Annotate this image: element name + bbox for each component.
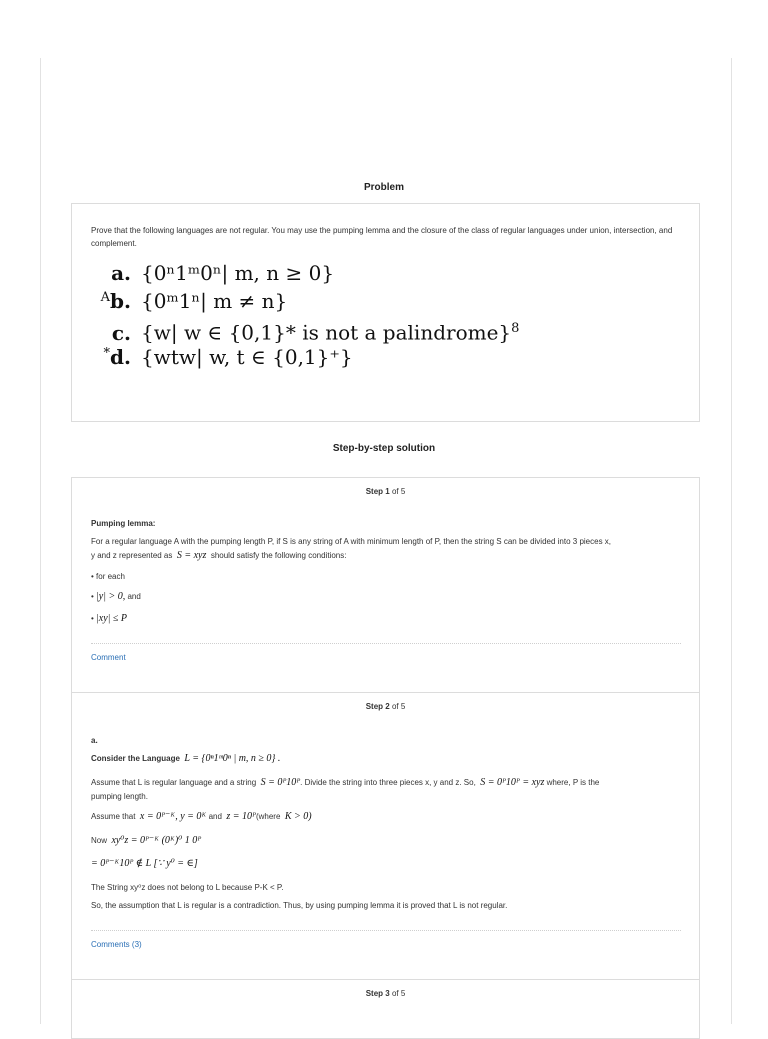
- problem-item-c: c. {w| w ∈ {0,1}* is not a palindrome}$^8$: [111, 320, 520, 345]
- conclusion-line: So, the assumption that L is regular is a contradiction. Thus, by using pumping lemma it is proved that L is not regular.: [91, 901, 508, 910]
- now-line: Now xy⁰z = 0ᴾ⁻ᴷ (0ᴷ)⁰ 1 0ᴾ: [91, 835, 202, 846]
- divider: [91, 930, 681, 931]
- part-label: a.: [91, 736, 98, 745]
- problem-expr: {w| w ∈ {0,1}* is not a palindrome}: [141, 320, 512, 345]
- step-3-box: [71, 979, 700, 1039]
- assume-line: Assume that L is regular language and a string S = 0ᴾ10ᴾ. Divide the string into three pieces x, y and z. So, S = 0ᴾ10ᴾ = xyz where, P is the: [91, 777, 600, 788]
- assume-pieces-line: Assume that x = 0ᴾ⁻ᴷ, y = 0ᴷ and z = 10ᴾ(where K > 0): [91, 811, 312, 822]
- right-border-rule: [731, 58, 732, 1024]
- step-2-box: [71, 692, 700, 980]
- step-title: Step 3 of 5: [365, 989, 406, 998]
- step-subheading: Pumping lemma:: [91, 519, 156, 528]
- problem-heading: Problem: [363, 182, 404, 193]
- problem-box: [71, 203, 700, 422]
- step-title: Step 1 of 5: [365, 487, 406, 496]
- step-1-box: [71, 477, 700, 693]
- left-border-rule: [40, 58, 41, 1024]
- problem-item-a: a. {0ⁿ1ᵐ0ⁿ| m, n ≥ 0}: [111, 261, 335, 285]
- footnote-marker: 8: [511, 321, 520, 336]
- problem-expr: {0ⁿ1ᵐ0ⁿ| m, n ≥ 0}: [141, 261, 335, 285]
- string-line: The String xy⁰z does not belong to L because P-K < P.: [91, 883, 284, 892]
- step-paragraph: For a regular language A with the pumping length P, if S is any string of A with minimum length of P, then the string S can be divided into 3 pieces x,: [91, 537, 612, 546]
- step-title: Step 2 of 5: [365, 702, 406, 711]
- solution-heading: Step-by-step solution: [332, 443, 436, 454]
- problem-list: [89, 260, 519, 372]
- assume-line-cont: pumping length.: [91, 792, 148, 801]
- comments-link[interactable]: Comments (3): [91, 940, 142, 949]
- condition-bullet: • |xy| ≤ P: [91, 613, 128, 624]
- comment-link[interactable]: Comment: [91, 653, 126, 662]
- step-paragraph: y and z represented as S = xyz should satisfy the following conditions:: [91, 550, 347, 561]
- problem-item-d: *d. {wtw| w, t ∈ {0,1}⁺}: [103, 345, 353, 369]
- condition-bullet: • |y| > 0, and: [91, 591, 141, 602]
- condition-bullet: • for each: [91, 572, 125, 581]
- problem-expr: {0ᵐ1ⁿ| m ≠ n}: [141, 289, 288, 313]
- problem-item-b: $^A$b. {0ᵐ1ⁿ| m ≠ n}: [100, 289, 288, 313]
- problem-expr: {wtw| w, t ∈ {0,1}⁺}: [141, 345, 353, 369]
- consider-line: Consider the Language L = {0ⁿ1ᵐ0ⁿ | m, n ≥ 0} .: [91, 753, 281, 764]
- problem-intro: Prove that the following languages are not regular. You may use the pumping lemma and the closure of the class of regular languages under union, intersection, and complement.: [91, 226, 673, 248]
- divider: [91, 643, 681, 644]
- result-line: = 0ᴾ⁻ᴷ10ᴾ ∉ L [∵ y⁰ = ∈]: [91, 858, 198, 869]
